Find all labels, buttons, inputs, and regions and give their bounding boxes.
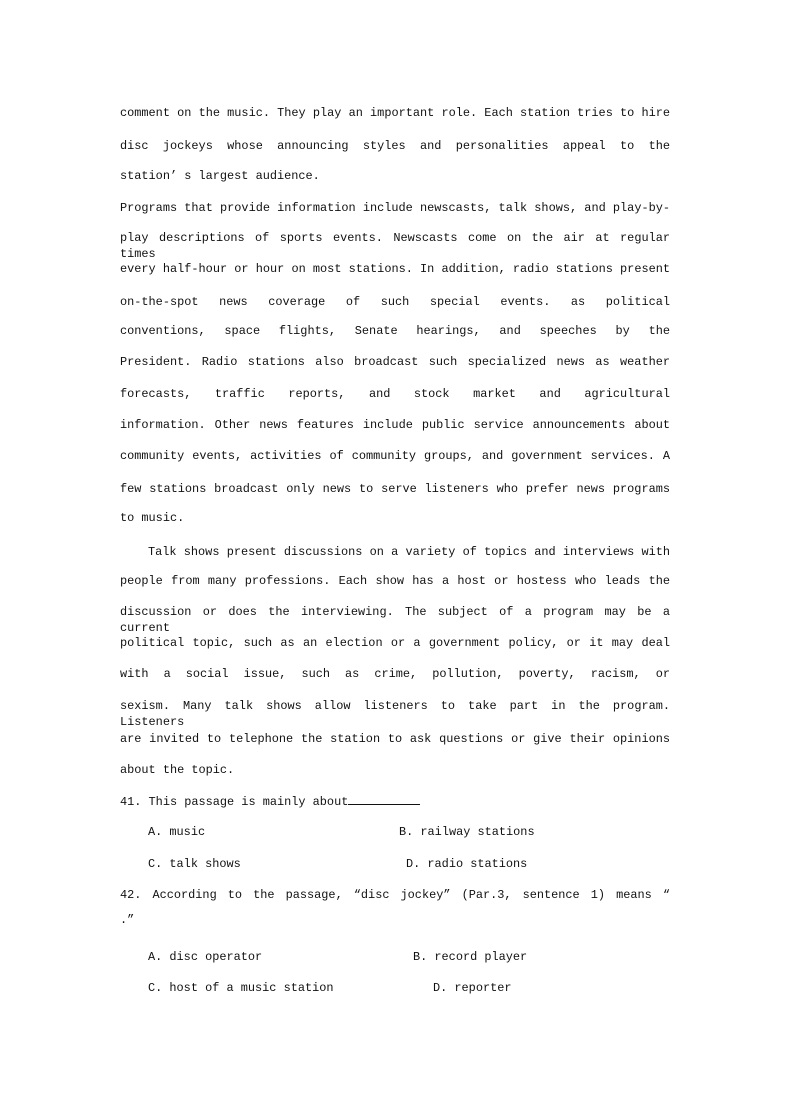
- passage-line: political topic, such as an election or a government policy, or it may deal: [120, 636, 670, 650]
- option-c[interactable]: C. host of a music station: [148, 981, 334, 995]
- answer-blank: [348, 793, 420, 805]
- question-stem-text: 41. This passage is mainly about: [120, 795, 349, 809]
- passage-line: information. Other news features include public service announcements about: [120, 418, 670, 432]
- passage-line: every half-hour or hour on most stations. In addition, radio stations present: [120, 262, 670, 276]
- option-b[interactable]: B. railway stations: [399, 825, 535, 839]
- passage-line: with a social issue, such as crime, pollution, poverty, racism, or: [120, 667, 670, 681]
- question-stem: [120, 793, 670, 810]
- passage-line: to music.: [120, 511, 185, 525]
- passage-line: Talk shows present discussions on a variety of topics and interviews with: [148, 545, 670, 559]
- passage-line: about the topic.: [120, 763, 235, 777]
- option-a[interactable]: A. disc operator: [148, 950, 263, 964]
- passage-line: Programs that provide information include newscasts, talk shows, and play-by-: [120, 201, 670, 215]
- passage-line: on-the-spot news coverage of such special events. as political: [120, 295, 670, 309]
- option-d[interactable]: D. radio stations: [406, 857, 528, 871]
- question-stem: 42. According to the passage, “disc jockey” (Par.3, sentence 1) means “: [120, 888, 670, 902]
- passage-line: forecasts, traffic reports, and stock market and agricultural: [120, 387, 670, 401]
- question-stem-end: .”: [120, 913, 135, 927]
- passage-line: are invited to telephone the station to ask questions or give their opinions: [120, 732, 670, 746]
- passage-line: play descriptions of sports events. Newscasts come on the air at regular times: [120, 231, 670, 261]
- passage-line: station’ s largest audience.: [120, 169, 320, 183]
- passage-line: disc jockeys whose announcing styles and personalities appeal to the: [120, 139, 670, 153]
- option-b[interactable]: B. record player: [413, 950, 528, 964]
- passage-line: few stations broadcast only news to serve listeners who prefer news programs: [120, 482, 670, 496]
- passage-line: people from many professions. Each show has a host or hostess who leads the: [120, 574, 670, 588]
- passage-line: discussion or does the interviewing. The subject of a program may be a current: [120, 605, 670, 635]
- passage-line: comment on the music. They play an important role. Each station tries to hire: [120, 106, 670, 120]
- passage-line: President. Radio stations also broadcast such specialized news as weather: [120, 355, 670, 369]
- option-d[interactable]: D. reporter: [433, 981, 512, 995]
- passage-line: community events, activities of community groups, and government services. A: [120, 449, 670, 463]
- option-c[interactable]: C. talk shows: [148, 857, 241, 871]
- option-a[interactable]: A. music: [148, 825, 206, 839]
- passage-line: conventions, space flights, Senate hearings, and speeches by the: [120, 324, 670, 338]
- passage-line: sexism. Many talk shows allow listeners to take part in the program. Listeners: [120, 699, 670, 729]
